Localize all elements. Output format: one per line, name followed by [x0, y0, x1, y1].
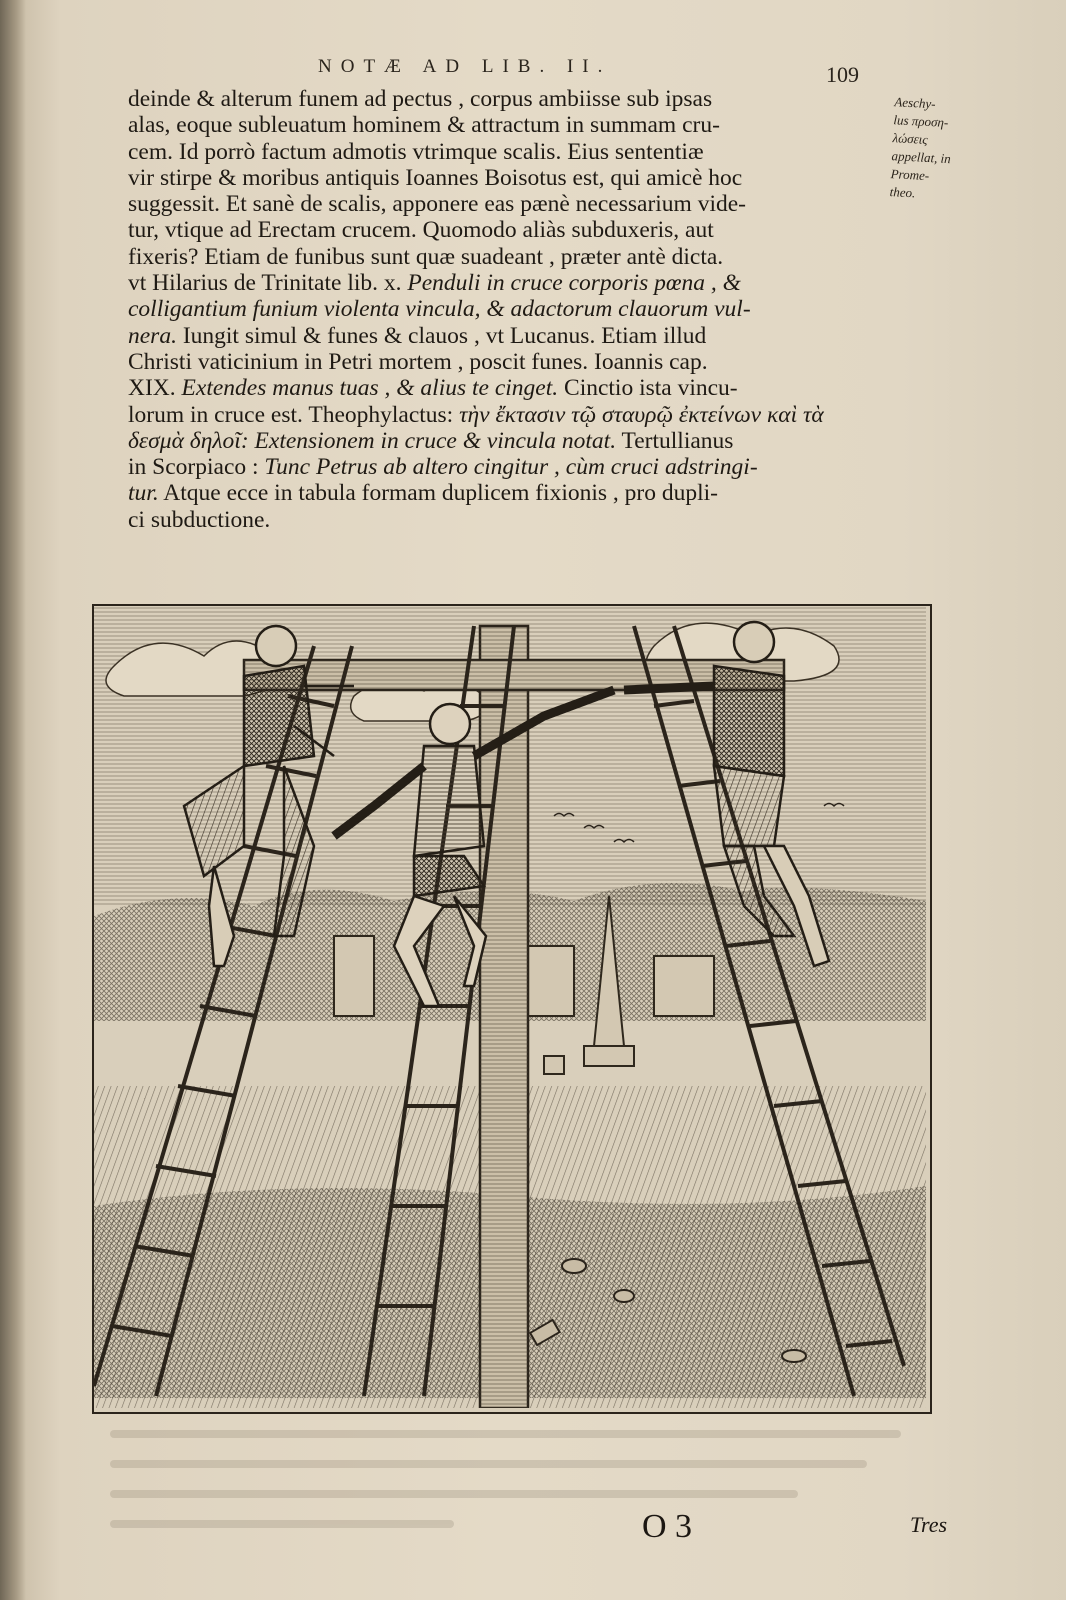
marginal-note-line: Prome-	[890, 166, 930, 184]
text-segment: suggessit. Et sanè de scalis, apponere eas pænè necessarium vide-	[128, 191, 746, 218]
text-line	[128, 428, 888, 454]
text-segment: in Scorpiaco :	[128, 454, 265, 481]
text-segment: Tertullianus	[616, 427, 734, 454]
catchword: Tres	[910, 1512, 948, 1537]
text-segment: alas, eoque subleuatum hominem & attractum in summam cru-	[128, 112, 720, 139]
text-line	[128, 112, 888, 138]
text-segment: fixeris? Etiam de funibus sunt quæ suadeant , præter antè dicta.	[128, 243, 724, 270]
text-line	[128, 296, 888, 322]
text-segment: deinde & alterum funem ad pectus , corpus ambiisse sub ipsas	[128, 86, 713, 112]
text-line	[128, 323, 888, 349]
text-line	[128, 191, 888, 217]
text-line	[128, 349, 888, 375]
text-segment: nera.	[128, 322, 177, 349]
text-segment: tur.	[128, 480, 159, 507]
text-line	[128, 217, 888, 243]
text-segment: Cinctio ista vincu-	[558, 375, 738, 402]
text-segment: Tunc Petrus ab altero cingitur , cùm cruci adstringi-	[264, 454, 758, 481]
text-segment: lorum in cruce est. Theophylactus:	[128, 401, 460, 428]
text-segment: Extensionem in cruce & vincula notat.	[254, 427, 617, 454]
text-line	[128, 244, 888, 270]
text-segment: XIX.	[128, 375, 182, 402]
bleed-through-text	[110, 1430, 970, 1580]
marginal-note-line: Aeschy-	[894, 94, 936, 112]
text-segment: tur, vtique ad Erectam crucem. Quomodo aliàs subduxeris, aut	[128, 217, 714, 244]
text-line	[128, 507, 888, 533]
text-segment: vir stirpe & moribus antiquis Ioannes Boisotus est, qui amicè hoc	[128, 164, 743, 191]
marginal-note-line: λώσεις	[892, 130, 929, 147]
running-head: NOTÆ AD LIB. II.	[318, 56, 612, 77]
text-line	[128, 139, 888, 165]
marginal-note-line: theo.	[889, 184, 916, 201]
text-segment: Iungit simul & funes & clauos , vt Lucanus. Etiam illud	[176, 322, 707, 349]
text-segment: Penduli in cruce corporis pœna , &	[407, 270, 741, 297]
text-segment: τὴν ἔκτασιν τῷ σταυρῷ ἐκτείνων καὶ τὰ	[459, 401, 824, 428]
text-segment: Extendes manus tuas , & alius te cinget.	[181, 375, 559, 402]
text-segment: δεσμὰ δηλοῖ:	[128, 427, 249, 454]
text-line	[128, 402, 888, 428]
marginal-note-line: appellat, in	[891, 148, 952, 167]
engraving-illustration	[94, 606, 926, 1408]
text-segment: Christi vaticinium in Petri mortem , poscit funes. Ioannis cap.	[128, 348, 708, 375]
marginal-note	[889, 93, 1005, 207]
text-segment: vt Hilarius de Trinitate lib. x.	[128, 270, 408, 297]
page-number: 109	[826, 62, 859, 87]
text-segment: Atque ecce in tabula formam duplicem fixionis , pro dupli-	[158, 480, 718, 507]
text-segment: ci subductione.	[128, 506, 271, 533]
text-line	[128, 165, 888, 191]
text-line	[128, 86, 888, 112]
text-line	[128, 270, 888, 296]
engraving-crucifixion-ladders-icon	[92, 604, 932, 1414]
marginal-note-line: lus προση-	[893, 112, 949, 131]
text-segment: colligantium funium violenta vincula, & adactorum clauorum vul-	[128, 296, 751, 323]
text-line	[128, 375, 888, 401]
signature-mark: O 3	[642, 1508, 693, 1545]
main-text-block	[128, 86, 888, 533]
text-segment: cem. Id porrò factum admotis vtrimque scalis. Eius sententiæ	[128, 138, 704, 165]
text-line	[128, 454, 888, 480]
text-line	[128, 480, 888, 506]
page-gutter-shadow	[0, 0, 26, 1600]
